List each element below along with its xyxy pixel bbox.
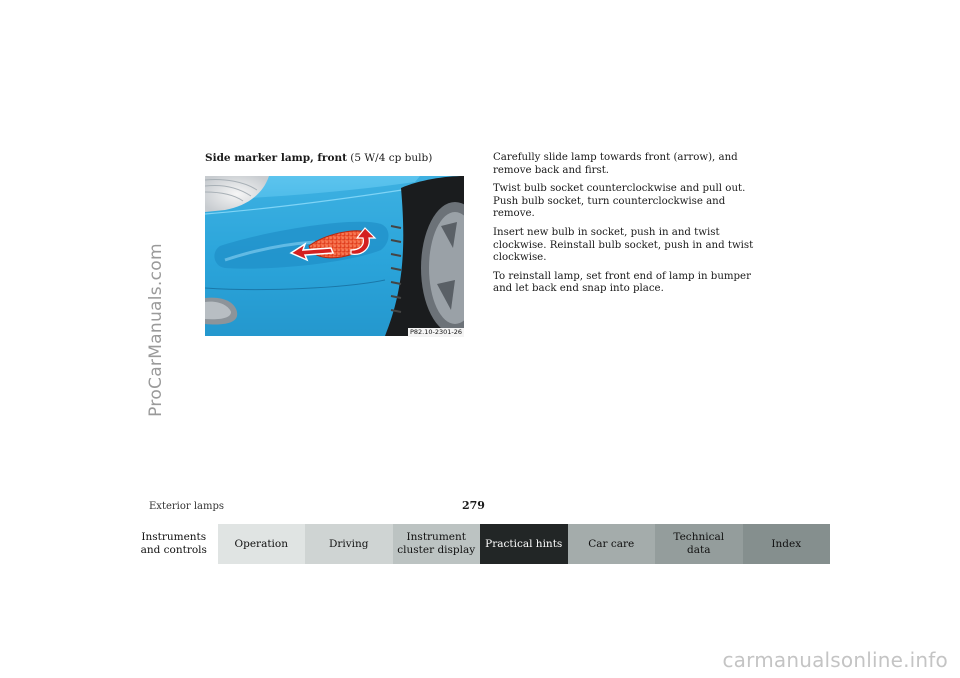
instructions-column bbox=[493, 152, 758, 302]
heading-bold: Side marker lamp, front bbox=[205, 152, 347, 164]
tab-practical-hints[interactable]: Practical hints bbox=[480, 524, 568, 564]
side-watermark-text: ProCarManuals.com bbox=[146, 243, 167, 417]
illustration-svg bbox=[205, 176, 464, 336]
chapter-navigation bbox=[130, 524, 830, 564]
heading-spec: (5 W/4 cp bulb) bbox=[346, 152, 433, 164]
section-heading bbox=[205, 152, 432, 164]
side-watermark bbox=[141, 230, 171, 430]
tab-operation[interactable]: Operation bbox=[218, 524, 306, 564]
instruction-step: Insert new bulb in socket, push in and twist clockwise. Reinstall bulb socket, push in and twist clockwise. bbox=[493, 226, 754, 264]
instruction-step: Carefully slide lamp towards front (arrow), and remove back and first. bbox=[493, 152, 738, 176]
tab-instrument-cluster-display[interactable]: Instrument cluster display bbox=[393, 524, 481, 564]
tab-index[interactable]: Index bbox=[743, 524, 831, 564]
tab-technical-data[interactable]: Technical data bbox=[655, 524, 743, 564]
tab-car-care[interactable]: Car care bbox=[568, 524, 656, 564]
tab-instruments-and-controls[interactable]: Instruments and controls bbox=[130, 524, 218, 564]
site-watermark: carmanualsonline.info bbox=[722, 648, 948, 672]
tab-driving[interactable]: Driving bbox=[305, 524, 393, 564]
side-marker-lamp-illustration bbox=[205, 176, 464, 336]
page-number: 279 bbox=[462, 499, 485, 512]
chapter-title: Exterior lamps bbox=[149, 501, 225, 512]
instruction-step: Twist bulb socket counterclockwise and pull out. Push bulb socket, turn counterclockwise and remove. bbox=[493, 183, 746, 220]
instruction-step: To reinstall lamp, set front end of lamp in bumper and let back end snap into place. bbox=[493, 270, 751, 295]
figure-code: P82.10-2301-26 bbox=[409, 328, 463, 336]
